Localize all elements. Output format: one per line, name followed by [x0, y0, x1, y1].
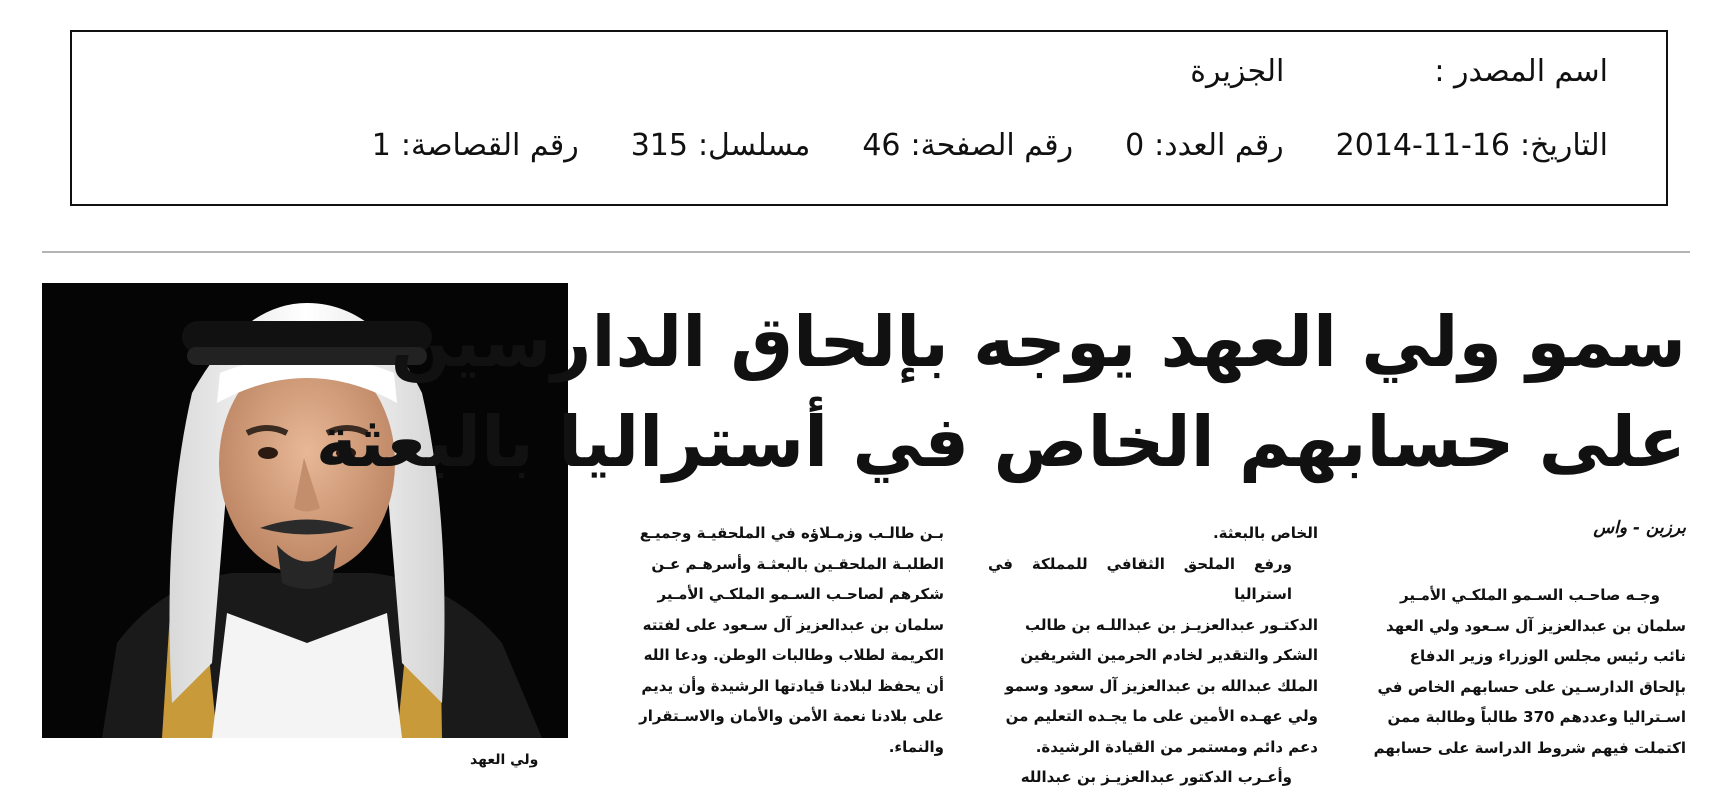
issue-field: [1125, 128, 1284, 163]
photo-caption: ولي العهد: [470, 752, 539, 768]
clipping-metadata-box: [70, 30, 1668, 206]
date-label: التاريخ:: [1520, 128, 1608, 163]
column-line: اسـتراليا وعددهم 370 طالباً وطالبة ممن: [1387, 708, 1686, 726]
page-field: [862, 128, 1073, 163]
serial-label: مسلسل:: [697, 128, 811, 163]
column-line: ورفع الملحق الثقافي للمملكة في استراليا: [988, 554, 1292, 603]
article-headline: [315, 292, 1686, 492]
column-line: الخاص بالبعثة.: [1212, 524, 1318, 542]
issue-label: رقم العدد:: [1154, 128, 1284, 163]
serial-field: [631, 128, 811, 163]
serial-value: 315: [630, 128, 688, 163]
column-line: شكرهم لصاحـب السـمو الملكـي الأمـير: [657, 585, 944, 603]
column-line: دعم دائم ومستمر من القيادة الرشيدة.: [1035, 737, 1318, 756]
page-label: رقم الصفحة:: [910, 128, 1074, 163]
issue-value: 0: [1125, 128, 1145, 163]
date-field: [1336, 128, 1608, 163]
column-line: نائب رئيس مجلس الوزراء وزير الدفاع: [1409, 647, 1686, 665]
column-line: وجـه صاحـب السـمو الملكـي الأمـير: [1400, 586, 1660, 604]
column-line: الشكر والتقدير لخادم الحرمين الشريفين: [1020, 646, 1318, 664]
article-column-1: [1356, 580, 1686, 763]
article-column-3: [614, 518, 944, 762]
column-line: سلمان بن عبدالعزيز آل سـعود ولي العهد: [1386, 616, 1686, 635]
section-divider: [42, 251, 1690, 253]
clip-field: [372, 128, 579, 163]
clip-value: 1: [371, 128, 391, 163]
column-line: اكتملت فيهم شروط الدراسة على حسابهم: [1373, 738, 1686, 757]
column-line: بـن طالـب وزمـلاؤه في الملحقيـة وجميـع: [639, 524, 944, 542]
column-line: بإلحاق الدارسـين على حسابهم الخاص في: [1377, 677, 1686, 696]
column-line: سلمان بن عبدالعزيز آل سـعود على لفتته: [642, 615, 944, 634]
headline-line-2: على حسابهم الخاص في أستراليا بالبعثة: [315, 401, 1686, 483]
column-line: الدكتـور عبدالعزيـز بن عبداللـه بن طالب: [1025, 615, 1318, 634]
column-line: وأعـرب الدكتور عبدالعزيـز بن عبدالله: [1020, 768, 1292, 786]
column-line: أن يحفظ لبلادنا قيادتها الرشيدة وأن يديم: [641, 676, 944, 695]
clip-label: رقم القصاصة:: [400, 128, 579, 163]
source-line: [1190, 54, 1608, 89]
column-line: الكريمة لطلاب وطالبات الوطن. ودعا الله: [643, 646, 944, 664]
details-line: [372, 128, 1608, 163]
article-column-2: [988, 518, 1318, 793]
column-line: ولي عهـده الأمين على ما يجـده التعليم من: [1005, 707, 1318, 725]
date-value: 2014-11-16: [1335, 128, 1511, 163]
column-line: على بلادنا نعمة الأمن والأمان والاسـتقرار: [639, 707, 944, 725]
column-line: والنماء.: [888, 737, 944, 756]
column-line: الطلبـة الملحقـين بالبعثـة وأسرهـم عـن: [651, 554, 944, 573]
source-value: الجزيرة: [1190, 54, 1285, 89]
page-value: 46: [862, 128, 901, 163]
source-label: اسم المصدر :: [1434, 54, 1608, 89]
headline-line-1: سمو ولي العهد يوجه بإلحاق الدارسين: [390, 301, 1686, 383]
column-line: الملك عبدالله بن عبدالعزيز آل سعود وسمو: [1005, 676, 1318, 695]
byline: برزبن - واس: [1593, 518, 1686, 538]
